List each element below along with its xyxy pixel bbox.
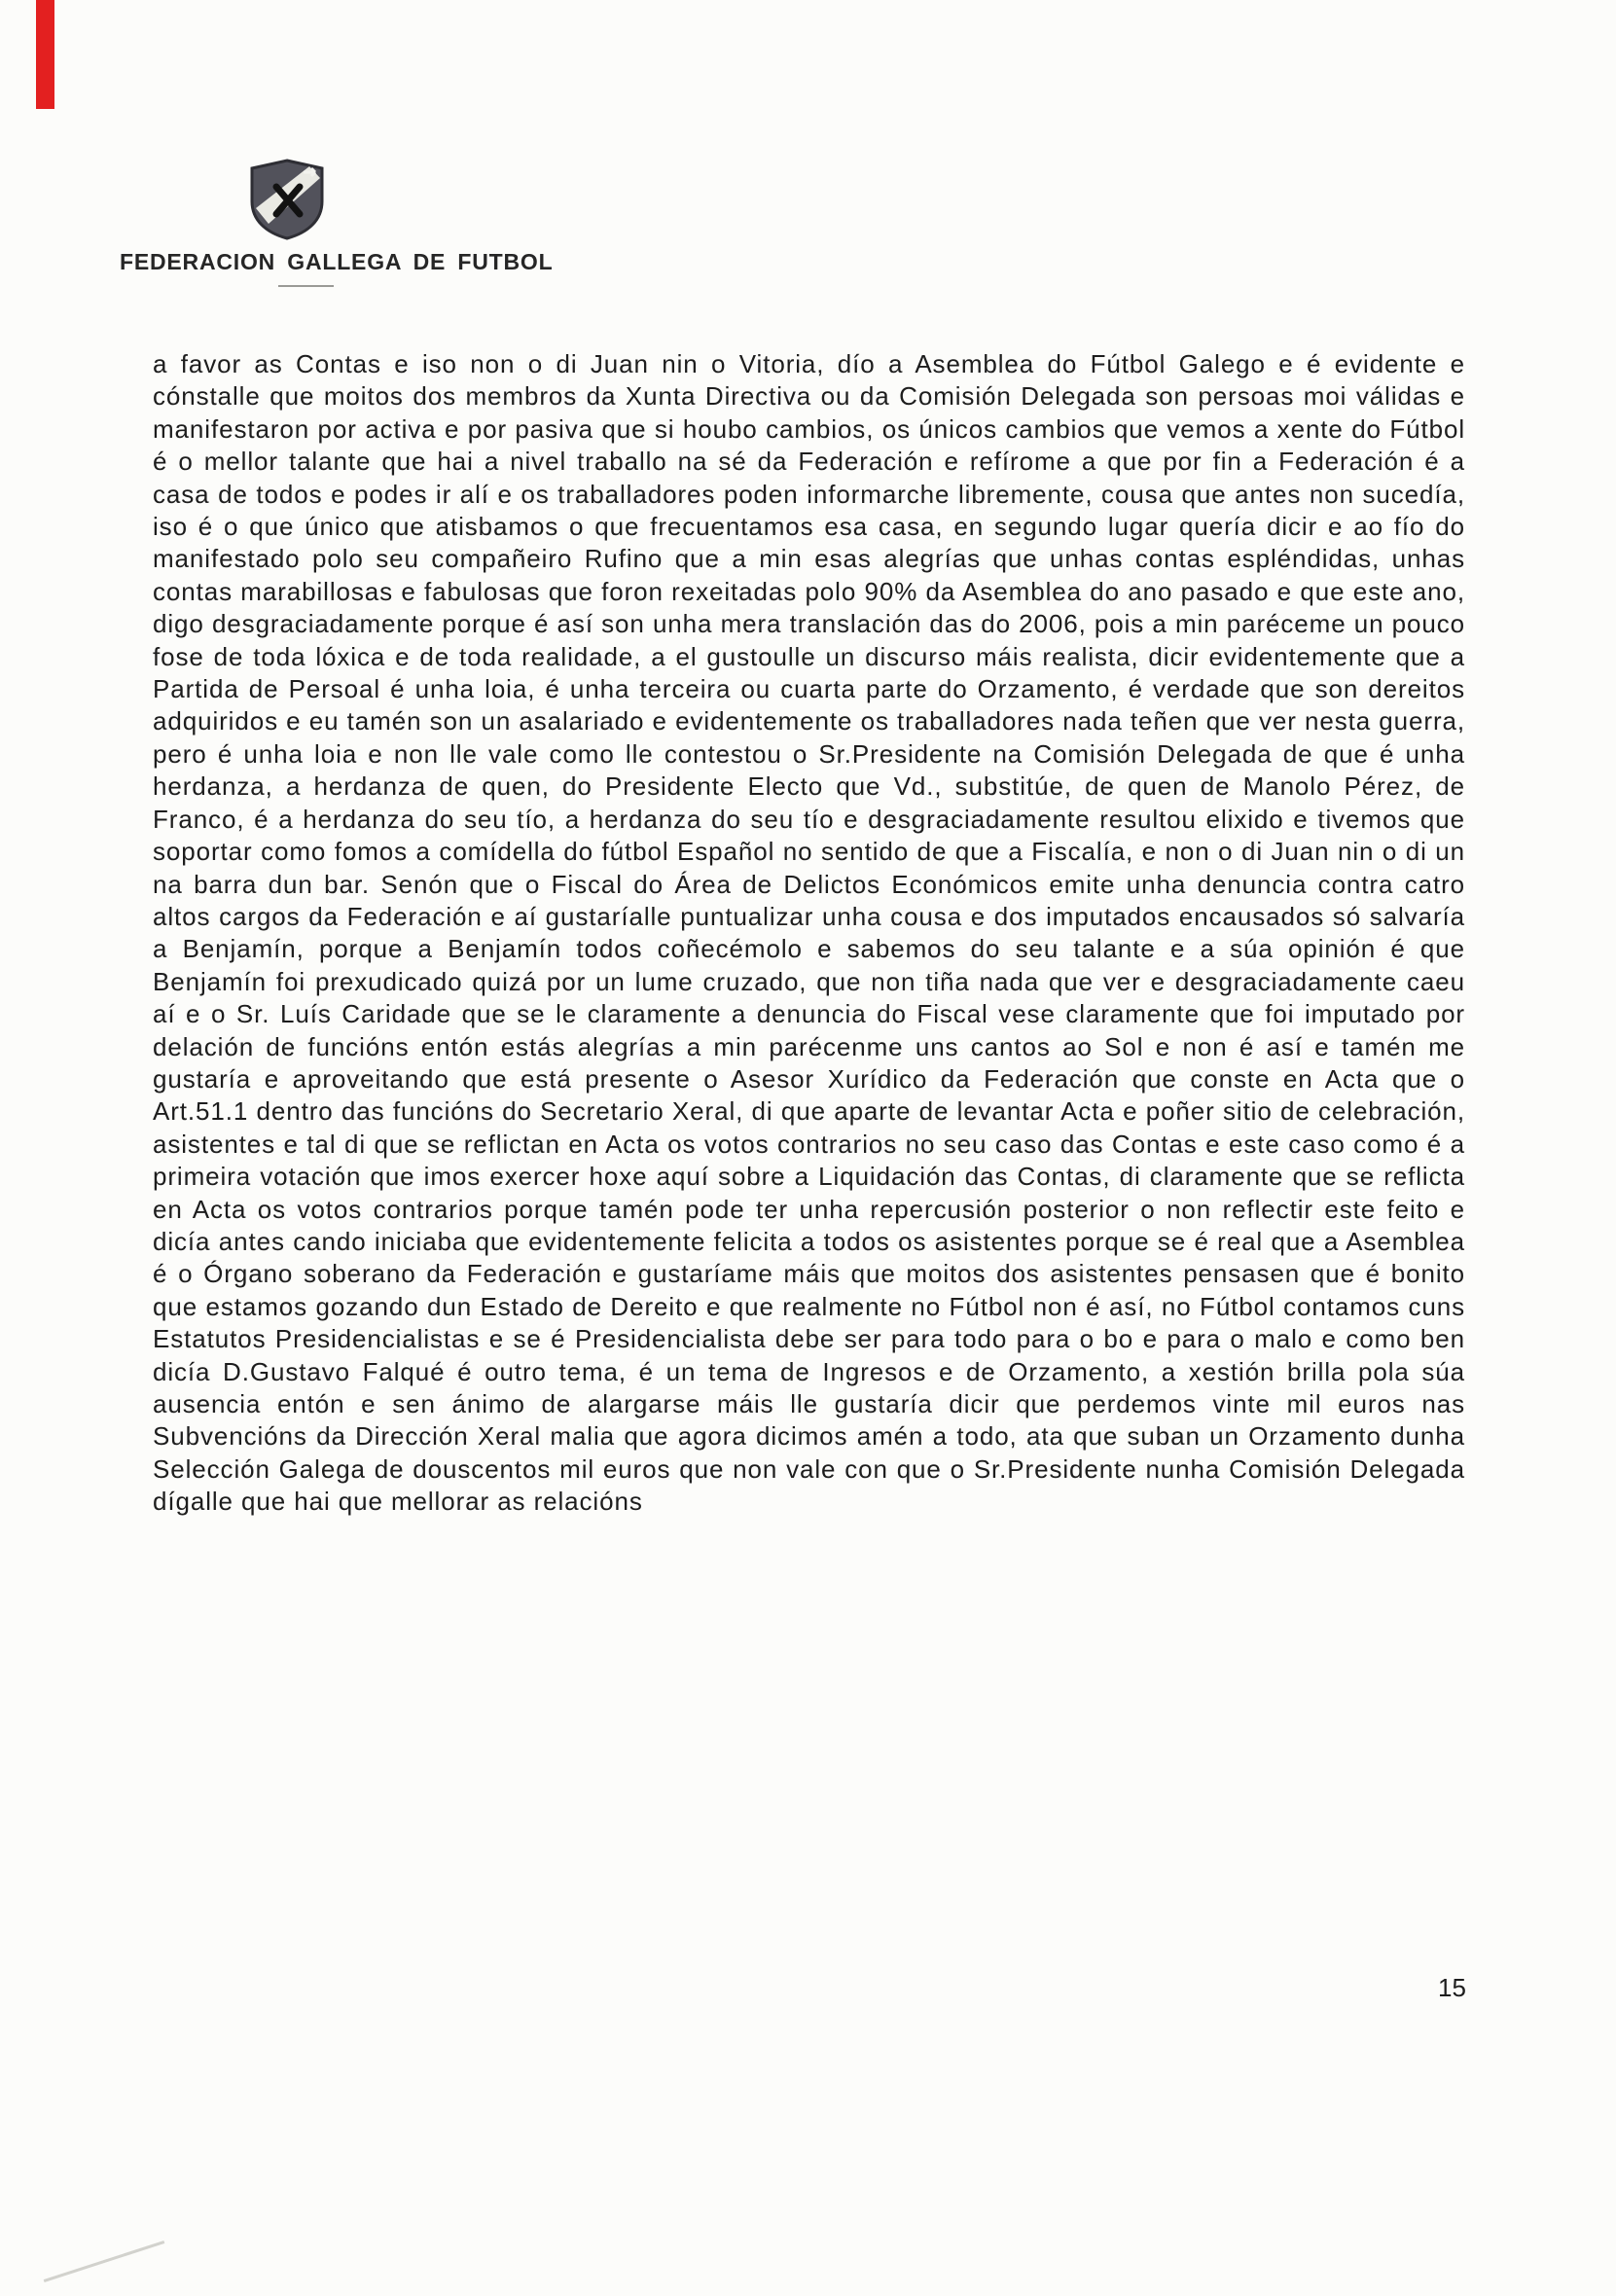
federation-crest-logo <box>247 158 327 241</box>
shield-icon <box>247 158 327 241</box>
page-number: 15 <box>1438 1973 1466 2002</box>
document-body-text: a favor as Contas e iso non o di Juan nin o Vitoria, dío a Asemblea do Fútbol Galego e é evidente e cónstalle que moitos dos membros da Xunta Directiva ou da Comisión Delegada son persoas moi válidas e manifestaron por activa e por pasiva que si houbo cambios, os únicos cambios que vemos a xente do Fútbol é o mellor talante que hai a nivel traballo na sé da Federación e refírome a que por fin a Federación é a casa de todos e podes ir alí e os traballadores poden informarche libremente, cousa que antes non sucedía, iso é o que único que atisbamos o que frecuentamos esa casa, en segundo lugar quería dicir e ao fío do manifestado polo seu compañeiro Rufino que a min esas alegrías que unhas contas espléndidas, unhas contas marabillosas e fabulosas que foron rexeitadas polo 90% da Asemblea do ano pasado e que este ano, digo desgraciadamente porque é así son unha mera translación das do 2006, pois a min paréceme un pouco fose de toda lóxica e de toda realidade, a el gustoulle un discurso máis realista, dicir evidentemente que a Partida de Persoal é unha loia, é unha terceira ou cuarta parte do Orzamento, é verdade que son dereitos adquiridos e eu tamén son un asalariado e evidentemente os traballadores nada teñen que ver nesta guerra, pero é unha loia e non lle vale como lle contestou o Sr.Presidente na Comisión Delegada de que é unha herdanza, a herdanza de quen, do Presidente Electo que Vd., substitúe, de quen de Manolo Pérez, de Franco, é a herdanza do seu tío, a herdanza do seu tío e desgraciadamente resultou elixido e tivemos que soportar como fomos a comídella do fútbol Español no sentido de que a Fiscalía, e non o di Juan nin o di un na barra dun bar. Senón que o Fiscal do Área de Delictos Económicos emite unha denuncia contra catro altos cargos da Federación e aí gustaríalle puntualizar unha cousa e dos imputados encausados só salvaría a Benjamín, porque a Benjamín todos coñecémolo e sabemos do seu talante e a súa opinión é que Benjamín foi prexudicado quizá por un lume cruzado, que non tiña nada que ver e desgraciadamente caeu aí e o Sr. Luís Caridade que se le claramente a denuncia do Fiscal vese claramente que foi imputado por delación de funcións entón estás alegrías a min parécenme uns cantos ao Sol e non é así e tamén me gustaría e aproveitando que está presente o Asesor Xurídico da Federación que conste en Acta que o Art.51.1 dentro das funcións do Secretario Xeral, di que aparte de levantar Acta e poñer sitio de celebración, asistentes e tal di que se reflictan en Acta os votos contrarios no seu caso das Contas e este caso como é a primeira votación que imos exercer hoxe aquí sobre a Liquidación das Contas, di claramente que se reflicta en Acta os votos contrarios porque tamén pode ter unha repercusión posterior o non reflectir este feito e dicía antes cando iniciaba que evidentemente felicita a todos os asistentes porque se é real que a Asemblea é o Órgano soberano da Federación e gustaríame máis que moitos dos asistentes pensasen que é bonito que estamos gozando dun Estado de Dereito e que realmente no Fútbol non é así, no Fútbol contamos cuns Estatutos Presidencialistas e se é Presidencialista debe ser para todo para o bo e para o malo e como ben dicía D.Gustavo Falqué é outro tema, é un tema de Ingresos e de Orzamento, a xestión brilla pola súa ausencia entón e sen ánimo de alargarse máis lle gustaría dicir que perdemos vinte mil euros nas Subvencións da Dirección Xeral malia que agora dicimos amén a todo, ata que suban un Orzamento dunha Selección Galega de douscentos mil euros que non vale con que o Sr.Presidente nunha Comisión Delegada dígalle que hai que mellorar as relacións <box>153 349 1465 1517</box>
scan-artifact-mark <box>44 2241 165 2282</box>
heading-underline <box>278 285 334 287</box>
org-name-heading: FEDERACION GALLEGA DE FUTBOL <box>120 249 554 274</box>
red-edge-mark <box>36 0 54 109</box>
